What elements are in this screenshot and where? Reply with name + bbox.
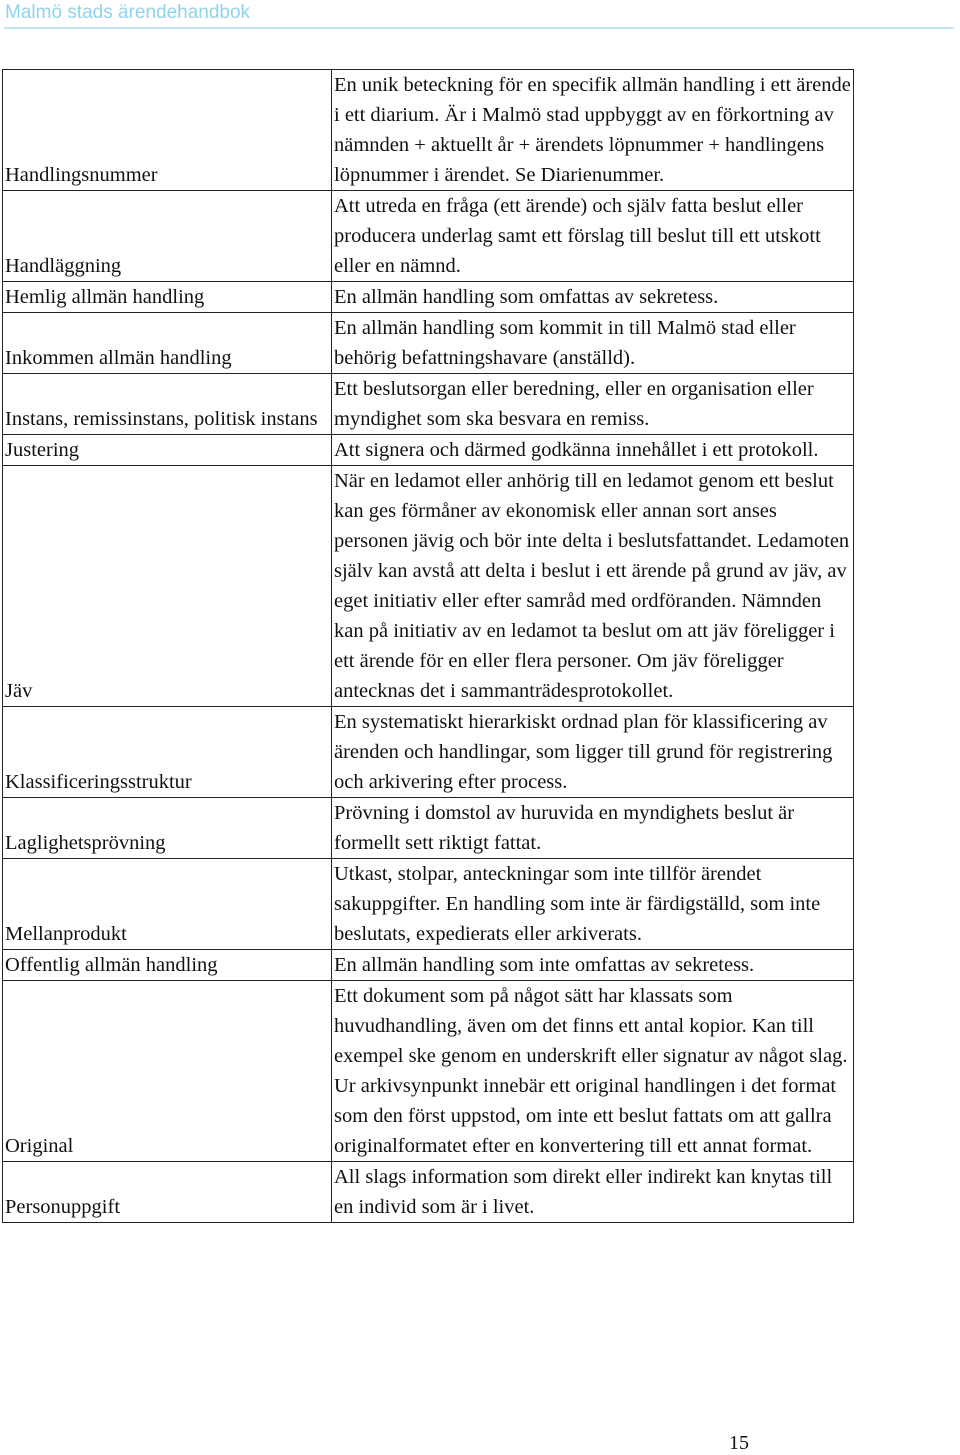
glossary-definition: Att utreda en fråga (ett ärende) och själv fatta beslut eller producera underlag samt ett förslag till beslut till ett utskott eller en nämnd. bbox=[332, 191, 854, 282]
glossary-term: Original bbox=[3, 981, 332, 1162]
glossary-definition: Utkast, stolpar, anteckningar som inte tillför ärendet sakuppgifter. En handling som inte är färdigställd, som inte beslutats, expedierats eller arkiverats. bbox=[332, 859, 854, 950]
table-row bbox=[3, 1162, 854, 1223]
table-row bbox=[3, 859, 854, 950]
table-row bbox=[3, 950, 854, 981]
table-row bbox=[3, 374, 854, 435]
page-number: 15 bbox=[729, 1432, 749, 1454]
glossary-definition: När en ledamot eller anhörig till en ledamot genom ett beslut kan ges förmåner av ekonomisk eller annan sort anses personen jävig och bör inte delta i beslutsfattandet. Ledamoten själv kan avstå att delta i beslut i ett ärende på grund av jäv, av eget initiativ eller efter samråd med ordföranden. Nämnden kan på initiativ av en ledamot ta beslut om att jäv föreligger i ett ärende för en eller flera personer. Om jäv föreligger antecknas det i sammanträdesprotokollet. bbox=[332, 466, 854, 707]
glossary-term: Inkommen allmän handling bbox=[3, 313, 332, 374]
table-row bbox=[3, 191, 854, 282]
glossary-definition: En allmän handling som omfattas av sekretess. bbox=[332, 282, 854, 313]
glossary-term: Jäv bbox=[3, 466, 332, 707]
glossary-definition: En systematiskt hierarkiskt ordnad plan för klassificering av ärenden och handlingar, som ligger till grund för registrering och arkivering efter process. bbox=[332, 707, 854, 798]
glossary-definition: All slags information som direkt eller indirekt kan knytas till en individ som är i livet. bbox=[332, 1162, 854, 1223]
glossary-definition: Att signera och därmed godkänna innehållet i ett protokoll. bbox=[332, 435, 854, 466]
table-row bbox=[3, 981, 854, 1162]
glossary-term: Handläggning bbox=[3, 191, 332, 282]
glossary-term: Instans, remissinstans, politisk instans bbox=[3, 374, 332, 435]
table-row bbox=[3, 282, 854, 313]
glossary-definition: En unik beteckning för en specifik allmän handling i ett ärende i ett diarium. Är i Malmö stad uppbyggt av en förkortning av nämnden + aktuellt år + ärendets löpnummer + handlingens löpnummer i ärendet. Se Diarienummer. bbox=[332, 70, 854, 191]
glossary-table bbox=[2, 69, 854, 1223]
table-row bbox=[3, 435, 854, 466]
glossary-term: Klassificeringsstruktur bbox=[3, 707, 332, 798]
glossary-definition: Prövning i domstol av huruvida en myndighets beslut är formellt sett riktigt fattat. bbox=[332, 798, 854, 859]
document-header-title: Malmö stads ärendehandbok bbox=[5, 2, 251, 23]
glossary-term: Mellanprodukt bbox=[3, 859, 332, 950]
glossary-term: Offentlig allmän handling bbox=[3, 950, 332, 981]
table-row bbox=[3, 707, 854, 798]
glossary-definition: En allmän handling som inte omfattas av sekretess. bbox=[332, 950, 854, 981]
glossary-term: Personuppgift bbox=[3, 1162, 332, 1223]
glossary-definition: Ett dokument som på något sätt har klassats som huvudhandling, även om det finns ett antal kopior. Kan till exempel ske genom en underskrift eller signatur av något slag. Ur arkivsynpunkt innebär ett original handlingen i det format som den först uppstod, om inte ett beslut fattats om att gallra originalformatet efter en konvertering till ett annat format. bbox=[332, 981, 854, 1162]
glossary-term: Laglighetsprövning bbox=[3, 798, 332, 859]
header-divider bbox=[4, 27, 954, 29]
table-row bbox=[3, 313, 854, 374]
glossary-definition: Ett beslutsorgan eller beredning, eller en organisation eller myndighet som ska besvara en remiss. bbox=[332, 374, 854, 435]
glossary-term: Hemlig allmän handling bbox=[3, 282, 332, 313]
glossary-term: Justering bbox=[3, 435, 332, 466]
table-row bbox=[3, 798, 854, 859]
table-row bbox=[3, 70, 854, 191]
glossary-definition: En allmän handling som kommit in till Malmö stad eller behörig befattningshavare (anställd). bbox=[332, 313, 854, 374]
table-row bbox=[3, 466, 854, 707]
glossary-term: Handlingsnummer bbox=[3, 70, 332, 191]
